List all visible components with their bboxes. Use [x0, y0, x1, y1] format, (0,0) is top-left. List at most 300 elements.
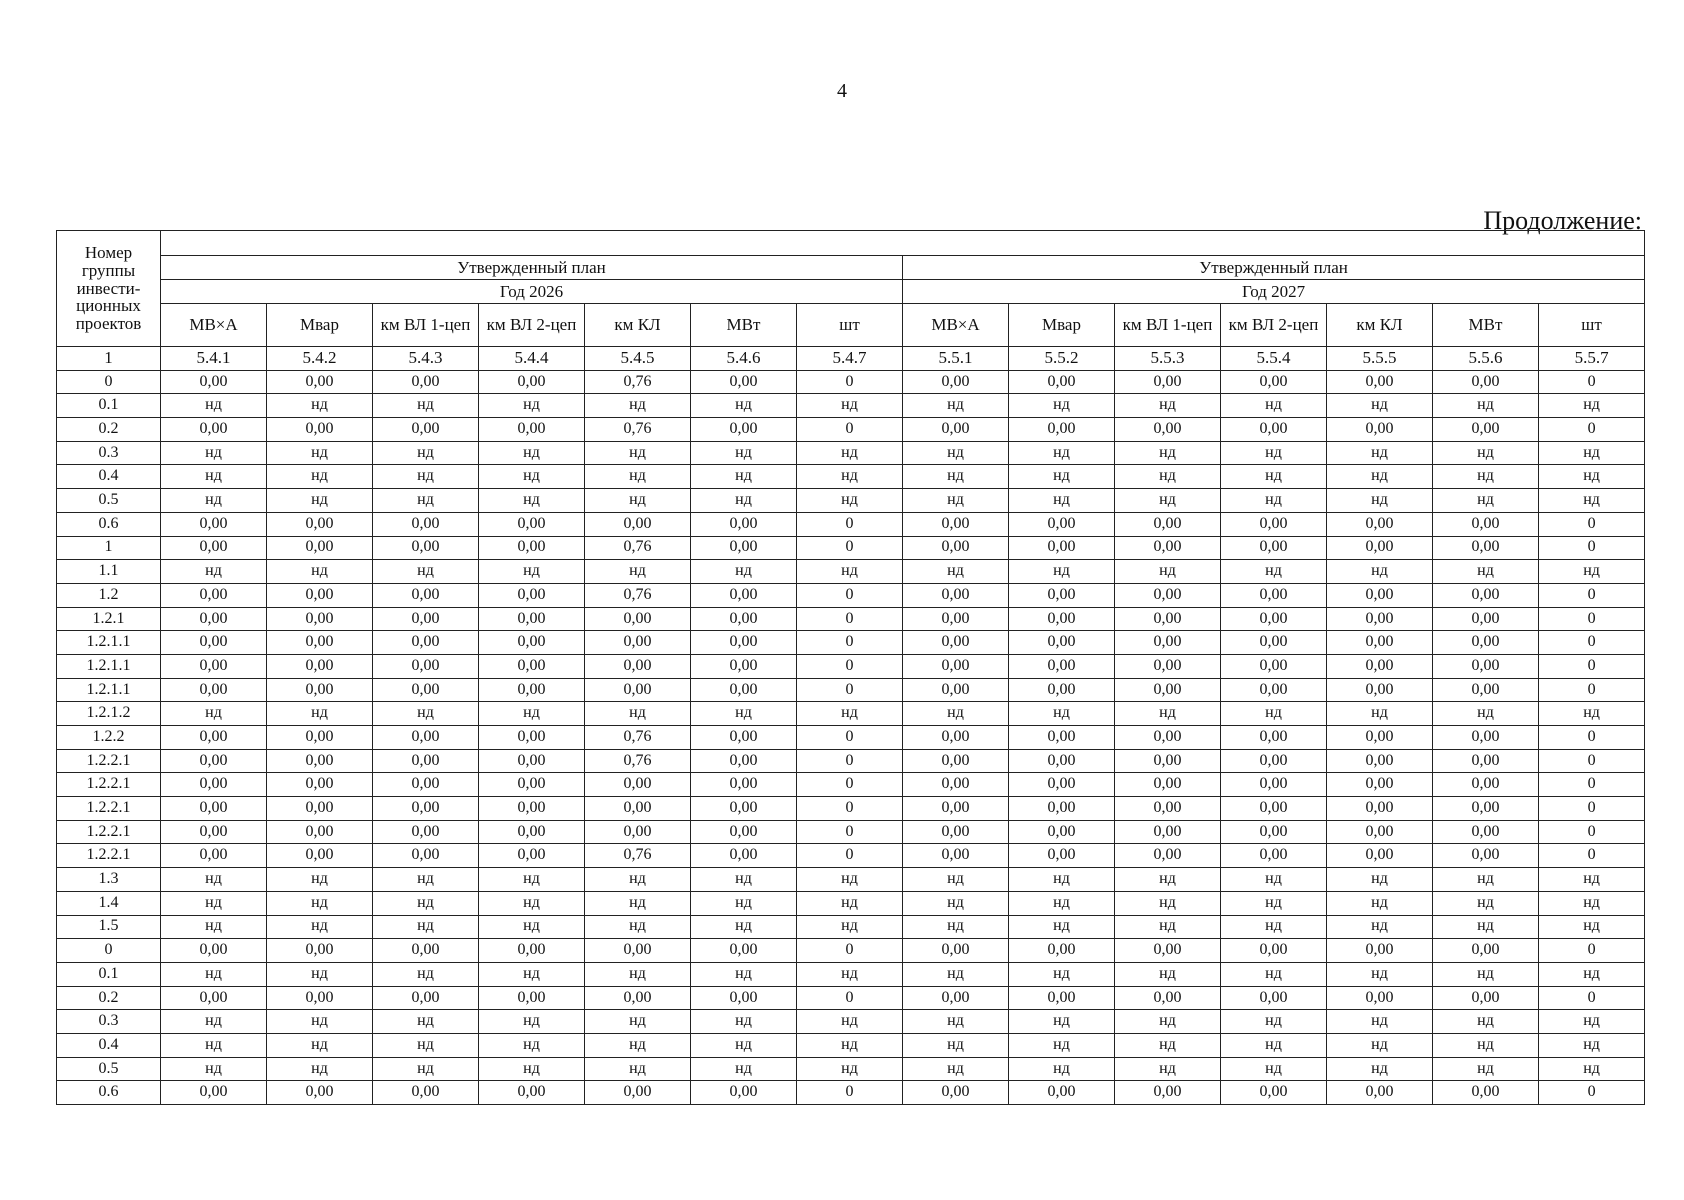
table-cell: 0,00: [1221, 370, 1327, 394]
table-cell: 0,00: [1433, 418, 1539, 442]
table-cell: нд: [1327, 915, 1433, 939]
table-cell: 0,00: [161, 512, 267, 536]
row-group-id: 1.2.2.1: [57, 749, 161, 773]
table-cell: 0,76: [585, 844, 691, 868]
table-cell: 0,00: [267, 726, 373, 750]
table-cell: 0: [797, 654, 903, 678]
table-cell: нд: [585, 441, 691, 465]
table-cell: 0,00: [1115, 678, 1221, 702]
table-cell: 0,00: [1221, 536, 1327, 560]
table-cell: 0,00: [1327, 678, 1433, 702]
table-cell: 0,00: [161, 536, 267, 560]
row-group-id: 1.4: [57, 891, 161, 915]
table-cell: нд: [691, 394, 797, 418]
table-cell: 0,00: [903, 370, 1009, 394]
table-cell: нд: [161, 702, 267, 726]
table-cell: нд: [585, 465, 691, 489]
table-cell: нд: [479, 1010, 585, 1034]
table-cell: 0,00: [479, 749, 585, 773]
table-cell: 0,00: [903, 512, 1009, 536]
table-cell: нд: [267, 394, 373, 418]
table-cell: нд: [585, 915, 691, 939]
table-cell: 0: [797, 844, 903, 868]
table-cell: нд: [1539, 891, 1645, 915]
row-group-id: 1.2.1.1: [57, 678, 161, 702]
table-cell: 0,00: [161, 726, 267, 750]
row-group-id: 0.4: [57, 465, 161, 489]
table-cell: нд: [161, 441, 267, 465]
unit-header: МВт: [1433, 304, 1539, 347]
row-group-id: 1.2.1: [57, 607, 161, 631]
table-cell: нд: [903, 441, 1009, 465]
table-cell: 0,00: [903, 820, 1009, 844]
table-row: [57, 678, 1645, 702]
table-cell: нд: [161, 1057, 267, 1081]
table-cell: нд: [1009, 1057, 1115, 1081]
table-cell: нд: [1115, 1033, 1221, 1057]
table-row: [57, 891, 1645, 915]
table-cell: нд: [903, 489, 1009, 513]
table-cell: нд: [1221, 702, 1327, 726]
table-cell: 0: [1539, 607, 1645, 631]
table-cell: 0: [797, 418, 903, 442]
table-cell: 0,00: [903, 986, 1009, 1010]
table-cell: 0: [1539, 986, 1645, 1010]
table-cell: 0,00: [373, 512, 479, 536]
table-cell: 0,00: [161, 844, 267, 868]
table-cell: нд: [161, 1033, 267, 1057]
table-row: [57, 631, 1645, 655]
unit-header: км ВЛ 2-цеп: [479, 304, 585, 347]
table-cell: нд: [479, 560, 585, 584]
table-cell: 0,00: [1327, 773, 1433, 797]
column-numbers-row: [57, 347, 1645, 371]
unit-header: км КЛ: [1327, 304, 1433, 347]
table-cell: 0,00: [1327, 418, 1433, 442]
table-cell: 0,00: [479, 536, 585, 560]
table-cell: 0,00: [161, 797, 267, 821]
table-cell: нд: [267, 1010, 373, 1034]
table-cell: 0,00: [161, 749, 267, 773]
table-cell: нд: [691, 915, 797, 939]
table-cell: 0,00: [1327, 583, 1433, 607]
table-cell: 0,00: [1009, 536, 1115, 560]
table-cell: 0,00: [479, 986, 585, 1010]
table-cell: нд: [691, 891, 797, 915]
table-cell: нд: [1009, 1010, 1115, 1034]
plan-header-2027: Утвержденный план: [903, 256, 1645, 280]
table-cell: 0: [797, 607, 903, 631]
table-cell: 0,00: [373, 986, 479, 1010]
row-group-id: 1.1: [57, 560, 161, 584]
table-cell: нд: [479, 1033, 585, 1057]
table-row: [57, 726, 1645, 750]
table-cell: нд: [373, 891, 479, 915]
table-cell: 0,00: [161, 773, 267, 797]
unit-header: км ВЛ 1-цеп: [1115, 304, 1221, 347]
table-cell: 0,00: [1115, 631, 1221, 655]
table-cell: 0,00: [1433, 631, 1539, 655]
table-cell: нд: [797, 702, 903, 726]
table-cell: нд: [1539, 465, 1645, 489]
table-cell: нд: [1539, 702, 1645, 726]
table-cell: 0,00: [691, 654, 797, 678]
table-cell: 0,00: [267, 773, 373, 797]
table-cell: 0,00: [1433, 820, 1539, 844]
table-row: [57, 1010, 1645, 1034]
table-cell: нд: [267, 915, 373, 939]
table-cell: 0,00: [691, 370, 797, 394]
table-cell: нд: [1221, 465, 1327, 489]
column-number: 5.5.2: [1009, 347, 1115, 371]
table-cell: 0,00: [373, 726, 479, 750]
table-row: [57, 489, 1645, 513]
table-cell: 0,00: [903, 726, 1009, 750]
table-row: [57, 797, 1645, 821]
table-cell: 0,00: [373, 844, 479, 868]
table-cell: 0,00: [585, 820, 691, 844]
column-number: 5.4.5: [585, 347, 691, 371]
table-cell: нд: [1327, 489, 1433, 513]
table-cell: нд: [373, 702, 479, 726]
table-cell: 0,00: [691, 797, 797, 821]
table-cell: нд: [585, 394, 691, 418]
table-cell: нд: [1433, 489, 1539, 513]
table-cell: нд: [161, 1010, 267, 1034]
table-cell: 0,00: [479, 1081, 585, 1105]
table-cell: нд: [797, 1010, 903, 1034]
row-group-id: 0.6: [57, 1081, 161, 1105]
table-cell: 0: [1539, 726, 1645, 750]
table-cell: нд: [585, 891, 691, 915]
table-cell: 0,00: [161, 607, 267, 631]
table-cell: нд: [903, 1033, 1009, 1057]
table-cell: 0,00: [267, 939, 373, 963]
table-cell: 0,00: [373, 1081, 479, 1105]
table-cell: 0,00: [479, 607, 585, 631]
table-cell: 0,00: [1115, 607, 1221, 631]
table-cell: нд: [903, 465, 1009, 489]
table-cell: 0,00: [1221, 726, 1327, 750]
table-cell: 0,00: [585, 986, 691, 1010]
table-cell: нд: [1433, 868, 1539, 892]
table-cell: нд: [797, 868, 903, 892]
table-cell: 0,00: [1009, 773, 1115, 797]
table-cell: нд: [1539, 489, 1645, 513]
table-cell: 0,00: [161, 986, 267, 1010]
table-cell: 0,00: [1009, 678, 1115, 702]
table-cell: нд: [267, 868, 373, 892]
table-cell: нд: [1433, 702, 1539, 726]
table-row: [57, 820, 1645, 844]
table-row: [57, 868, 1645, 892]
table-cell: нд: [1539, 560, 1645, 584]
table-cell: 0,00: [161, 1081, 267, 1105]
table-cell: 0: [797, 631, 903, 655]
table-cell: 0,00: [1115, 939, 1221, 963]
table-cell: нд: [1115, 1010, 1221, 1034]
table-cell: нд: [373, 915, 479, 939]
table-cell: нд: [1433, 962, 1539, 986]
table-cell: нд: [797, 394, 903, 418]
row-group-id: 1.2.1.1: [57, 631, 161, 655]
table-row: [57, 583, 1645, 607]
column-number: 5.5.5: [1327, 347, 1433, 371]
table-cell: 0,00: [1115, 370, 1221, 394]
table-cell: 0,00: [1327, 726, 1433, 750]
table-cell: 0,00: [161, 678, 267, 702]
table-cell: 0,00: [479, 726, 585, 750]
table-cell: 0,00: [903, 844, 1009, 868]
table-cell: 0,00: [1327, 607, 1433, 631]
row-group-id: 0.3: [57, 441, 161, 465]
table-cell: 0,00: [903, 607, 1009, 631]
unit-header: МВт: [691, 304, 797, 347]
table-cell: 0,00: [1115, 726, 1221, 750]
table-cell: нд: [903, 560, 1009, 584]
table-cell: нд: [161, 891, 267, 915]
table-cell: нд: [479, 394, 585, 418]
table-cell: нд: [1115, 441, 1221, 465]
table-cell: 0,00: [267, 512, 373, 536]
table-cell: 0,00: [1009, 939, 1115, 963]
group-number-header: Номер группы инвести-ционных проектов: [57, 231, 161, 347]
table-cell: 0,00: [479, 939, 585, 963]
table-cell: 0,00: [1009, 726, 1115, 750]
table-cell: 0,00: [1327, 797, 1433, 821]
table-cell: 0,00: [1009, 797, 1115, 821]
table-cell: нд: [1009, 560, 1115, 584]
table-cell: 0,00: [479, 797, 585, 821]
table-cell: 0,00: [585, 773, 691, 797]
row-group-id: 0: [57, 939, 161, 963]
table-cell: нд: [903, 394, 1009, 418]
table-cell: 0,00: [1115, 797, 1221, 821]
table-cell: нд: [267, 465, 373, 489]
table-cell: нд: [1221, 489, 1327, 513]
unit-header: км ВЛ 2-цеп: [1221, 304, 1327, 347]
table-cell: 0,00: [1221, 939, 1327, 963]
table-cell: 0,00: [161, 583, 267, 607]
table-cell: 0,00: [373, 797, 479, 821]
table-cell: нд: [373, 465, 479, 489]
table-cell: нд: [161, 489, 267, 513]
table-cell: 0,00: [1009, 370, 1115, 394]
table-cell: 0,00: [1433, 1081, 1539, 1105]
table-cell: нд: [691, 962, 797, 986]
table-cell: 0,00: [585, 607, 691, 631]
table-cell: нд: [1221, 1033, 1327, 1057]
table-cell: 0,00: [373, 607, 479, 631]
table-cell: 0,76: [585, 418, 691, 442]
table-cell: 0,00: [267, 797, 373, 821]
table-cell: 0,00: [1115, 844, 1221, 868]
unit-header: Мвар: [1009, 304, 1115, 347]
table-cell: 0,00: [267, 607, 373, 631]
table-cell: 0: [797, 749, 903, 773]
table-cell: нд: [1327, 1057, 1433, 1081]
table-cell: 0,00: [1433, 607, 1539, 631]
table-cell: 0,00: [161, 820, 267, 844]
table-cell: 0: [1539, 939, 1645, 963]
table-cell: нд: [1433, 1057, 1539, 1081]
table-cell: 0: [797, 726, 903, 750]
table-cell: 0,00: [373, 631, 479, 655]
table-cell: нд: [903, 891, 1009, 915]
table-cell: нд: [903, 1010, 1009, 1034]
table-cell: нд: [797, 489, 903, 513]
table-cell: нд: [1433, 441, 1539, 465]
table-cell: 0,00: [267, 820, 373, 844]
table-cell: нд: [1539, 1057, 1645, 1081]
column-number: 5.4.2: [267, 347, 373, 371]
column-number: 5.5.3: [1115, 347, 1221, 371]
table-cell: нд: [691, 1033, 797, 1057]
row-group-id: 0.4: [57, 1033, 161, 1057]
table-cell: 0,00: [479, 844, 585, 868]
table-cell: 0,00: [1221, 583, 1327, 607]
table-cell: нд: [1327, 962, 1433, 986]
table-cell: нд: [479, 915, 585, 939]
table-cell: 0,00: [1433, 512, 1539, 536]
table-cell: нд: [1539, 915, 1645, 939]
table-cell: 0,00: [479, 654, 585, 678]
unit-header: шт: [1539, 304, 1645, 347]
table-cell: 0,00: [1221, 797, 1327, 821]
table-cell: нд: [1221, 560, 1327, 584]
table-cell: 0,00: [1433, 749, 1539, 773]
table-cell: 0,00: [479, 370, 585, 394]
table-cell: нд: [479, 702, 585, 726]
table-cell: 0,00: [1327, 654, 1433, 678]
row-group-id: 1.2.2.1: [57, 844, 161, 868]
table-cell: нд: [161, 560, 267, 584]
table-cell: 0: [1539, 512, 1645, 536]
table-cell: 0,00: [1327, 536, 1433, 560]
column-number: 5.5.1: [903, 347, 1009, 371]
table-cell: нд: [1539, 394, 1645, 418]
table-cell: 0: [1539, 654, 1645, 678]
column-number: 5.4.3: [373, 347, 479, 371]
table-cell: нд: [585, 1033, 691, 1057]
table-cell: нд: [373, 441, 479, 465]
unit-header: шт: [797, 304, 903, 347]
table-cell: нд: [1327, 560, 1433, 584]
table-cell: 0,00: [903, 583, 1009, 607]
table-cell: 0,00: [1327, 749, 1433, 773]
table-cell: 0,00: [267, 678, 373, 702]
table-cell: нд: [1115, 868, 1221, 892]
table-cell: 0,00: [1221, 678, 1327, 702]
table-cell: 0,00: [1221, 1081, 1327, 1105]
table-cell: нд: [797, 962, 903, 986]
table-cell: нд: [585, 1010, 691, 1034]
table-cell: нд: [373, 1033, 479, 1057]
table-cell: нд: [1115, 702, 1221, 726]
row-group-id: 0.1: [57, 394, 161, 418]
table-cell: 0: [1539, 631, 1645, 655]
table-cell: нд: [1009, 441, 1115, 465]
table-cell: нд: [1009, 891, 1115, 915]
table-cell: 0: [1539, 583, 1645, 607]
table-cell: 0: [797, 820, 903, 844]
table-cell: нд: [267, 441, 373, 465]
table-cell: нд: [267, 489, 373, 513]
table-cell: 0,00: [903, 797, 1009, 821]
table-cell: 0: [797, 986, 903, 1010]
continuation-label: Продолжение:: [1483, 206, 1642, 235]
table-cell: нд: [585, 962, 691, 986]
table-cell: 0,76: [585, 749, 691, 773]
table-cell: 0,76: [585, 536, 691, 560]
table-cell: нд: [479, 1057, 585, 1081]
table-cell: 0,00: [373, 583, 479, 607]
table-cell: нд: [585, 868, 691, 892]
table-cell: нд: [1539, 1033, 1645, 1057]
table-cell: 0,00: [1115, 654, 1221, 678]
table-cell: 0,00: [373, 536, 479, 560]
table-cell: 0,00: [691, 986, 797, 1010]
table-cell: 0: [1539, 418, 1645, 442]
table-cell: 0,00: [903, 939, 1009, 963]
table-row: [57, 915, 1645, 939]
table-cell: 0,00: [691, 844, 797, 868]
column-number: 5.4.6: [691, 347, 797, 371]
table-cell: нд: [161, 394, 267, 418]
table-cell: 0: [1539, 749, 1645, 773]
table-header: [57, 231, 1645, 371]
table-cell: 0,00: [1115, 820, 1221, 844]
row-group-id: 0.5: [57, 489, 161, 513]
table-cell: 0,00: [479, 418, 585, 442]
table-cell: 0: [1539, 797, 1645, 821]
table-cell: нд: [691, 441, 797, 465]
table-cell: 0,00: [1009, 607, 1115, 631]
year-header-2026: Год 2026: [161, 280, 903, 304]
table-row: [57, 844, 1645, 868]
table-cell: 0,00: [161, 939, 267, 963]
table-cell: 0,00: [691, 536, 797, 560]
column-number: 5.5.4: [1221, 347, 1327, 371]
table-cell: 0: [797, 370, 903, 394]
row-group-id: 1.2: [57, 583, 161, 607]
header-blank-row: [161, 231, 1645, 256]
table-cell: нд: [585, 1057, 691, 1081]
table-cell: 0,00: [1221, 749, 1327, 773]
table-cell: нд: [1433, 1033, 1539, 1057]
table-cell: 0,00: [161, 370, 267, 394]
table-cell: нд: [1221, 868, 1327, 892]
table-cell: 0,00: [1327, 939, 1433, 963]
table-cell: нд: [1115, 465, 1221, 489]
table-cell: нд: [373, 489, 479, 513]
table-cell: нд: [1009, 702, 1115, 726]
table-cell: нд: [479, 441, 585, 465]
table-cell: нд: [797, 891, 903, 915]
table-cell: 0,00: [373, 749, 479, 773]
column-number: 5.4.7: [797, 347, 903, 371]
unit-header: Мвар: [267, 304, 373, 347]
table-cell: нд: [585, 489, 691, 513]
table-cell: нд: [267, 560, 373, 584]
table-cell: 0,00: [585, 797, 691, 821]
table-cell: 0,00: [373, 820, 479, 844]
table-cell: нд: [1009, 962, 1115, 986]
table-cell: 0,00: [903, 418, 1009, 442]
table-cell: 0,00: [267, 654, 373, 678]
table-cell: 0,00: [161, 631, 267, 655]
unit-header: МВ×А: [161, 304, 267, 347]
